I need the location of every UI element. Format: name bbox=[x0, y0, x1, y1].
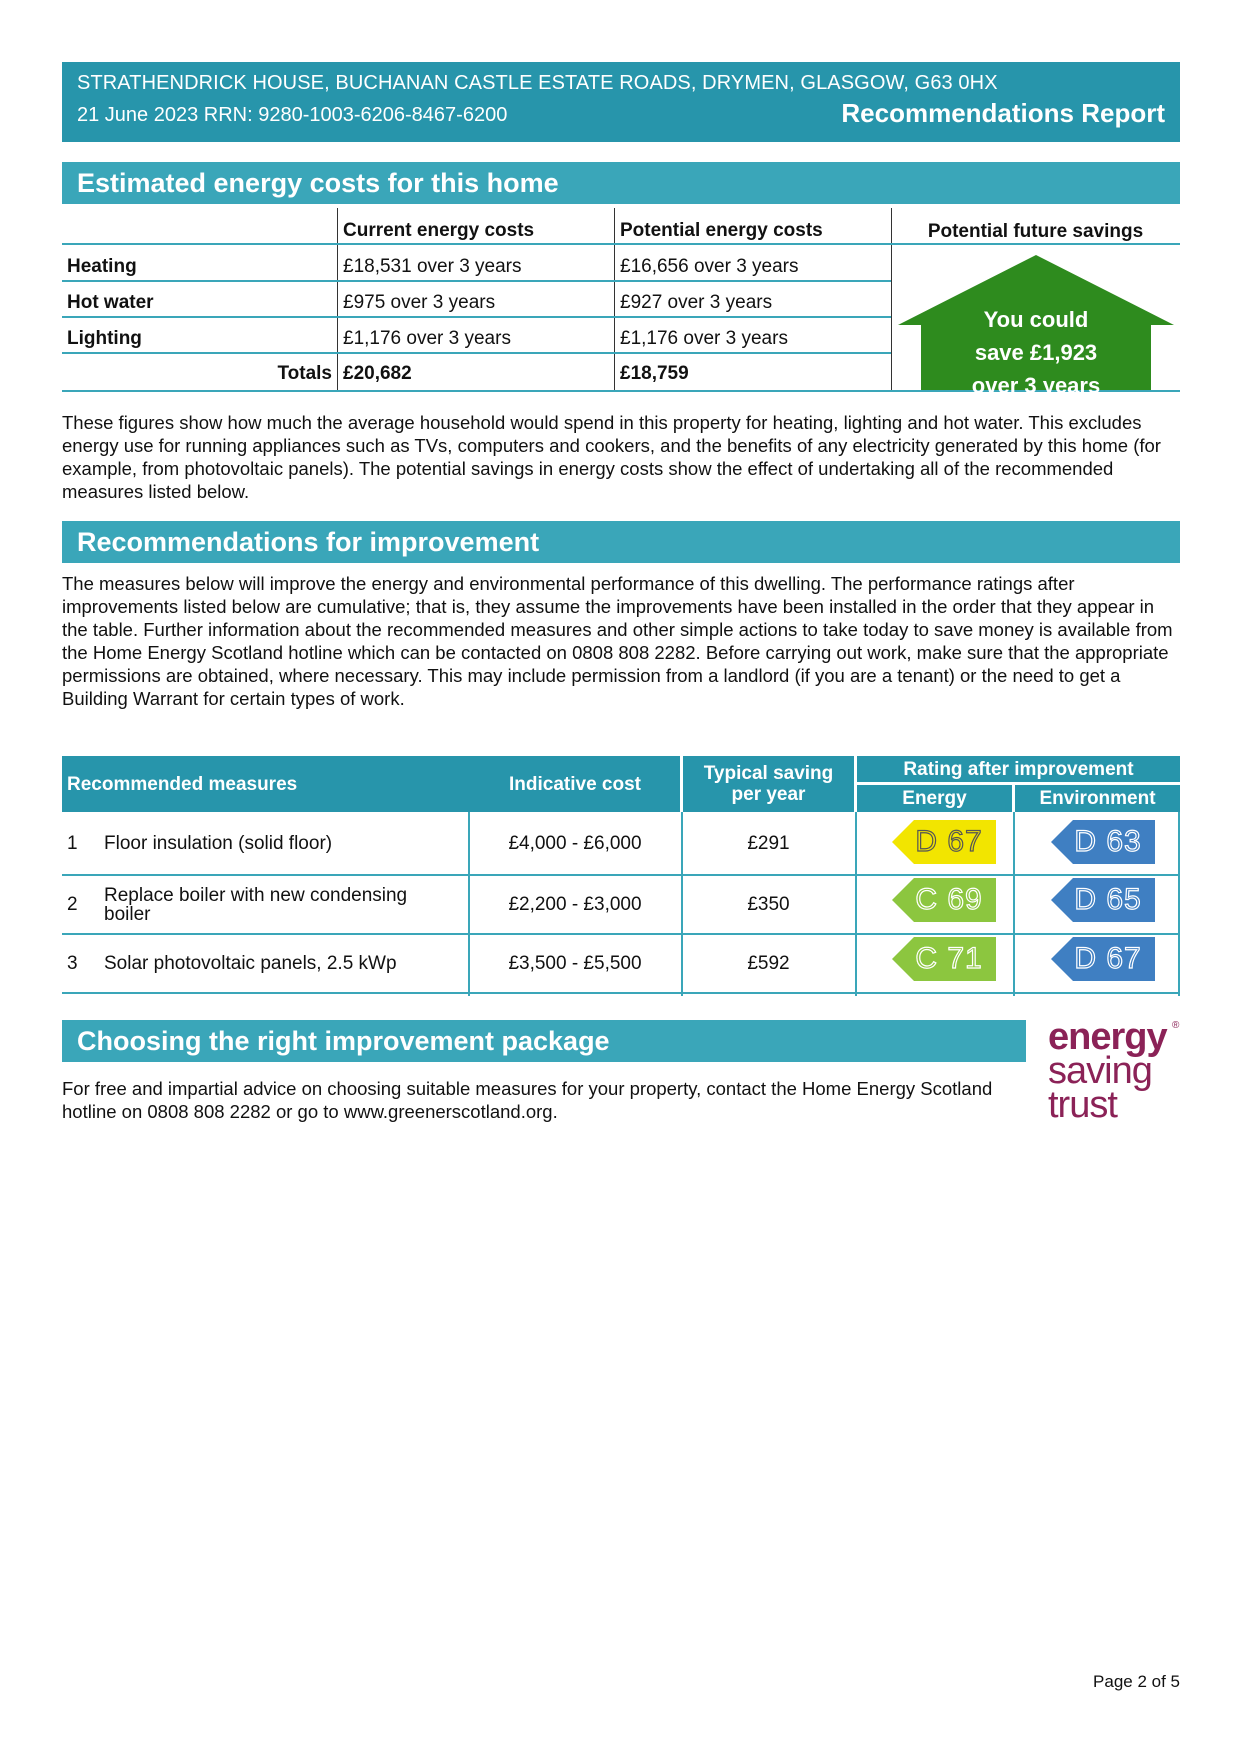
col-indicative-cost: Indicative cost bbox=[470, 756, 680, 812]
costs-explanation: These figures show how much the average household would spend in this property for heating, lighting and hot water. This excludes energy use for running appliances such as TVs, computers and cookers, and the benefits of any electricity generated by this home (for example, from photovoltaic panels). The potential savings in energy costs show the effect of undertaking all of the recommended measures listed below. bbox=[62, 412, 1161, 502]
energy-rating-value: C 69 bbox=[915, 883, 983, 916]
row-label-lighting: Lighting bbox=[67, 328, 142, 349]
environment-rating-value: D 67 bbox=[1074, 942, 1142, 975]
savings-line-3: over 3 years bbox=[971, 373, 1101, 398]
section-heading-energy-costs: Estimated energy costs for this home bbox=[62, 162, 1180, 204]
col-environment: Environment bbox=[1015, 785, 1180, 812]
table-divider bbox=[337, 208, 338, 392]
table-divider bbox=[1178, 812, 1180, 996]
savings-line-2: save £1,923 bbox=[974, 340, 1098, 365]
measure-saving: £592 bbox=[747, 952, 790, 974]
col-rating-after: Rating after improvement bbox=[857, 756, 1180, 782]
measure-cost: £3,500 - £5,500 bbox=[508, 952, 642, 974]
measure-name: Solar photovoltaic panels, 2.5 kWp bbox=[104, 952, 397, 974]
table-rule bbox=[62, 243, 1180, 245]
col-potential-costs: Potential energy costs bbox=[620, 220, 823, 241]
energy-rating-badge bbox=[892, 937, 996, 981]
environment-rating-badge bbox=[1051, 820, 1155, 864]
logo-text-energy: energy bbox=[1048, 1016, 1167, 1058]
table-divider bbox=[614, 208, 615, 392]
environment-rating-value: D 63 bbox=[1074, 825, 1142, 858]
hot-water-potential: £927 over 3 years bbox=[620, 292, 773, 313]
recommendations-table bbox=[62, 756, 1180, 996]
col-typical-saving: Typical saving per year bbox=[683, 756, 854, 812]
col-energy: Energy bbox=[857, 785, 1012, 812]
report-header bbox=[62, 62, 1180, 142]
col-current-costs: Current energy costs bbox=[343, 220, 535, 241]
recommendations-intro: The measures below will improve the energy and environmental performance of this dwelling. The performance ratings after improvements listed below are cumulative; that is, they assume the improvements have been installed in the order that they appear in the table. Further information about the recommended measures and other simple actions to take today to save money is available from the Home Energy Scotland hotline which can be contacted on 0808 808 2282. Before carrying out work, make sure that the appropriate permissions are obtained, where necessary. This may include permission from a landlord (if you are a tenant) or the need to get a Building Warrant for certain types of work. bbox=[62, 573, 1173, 709]
date-rrn: 21 June 2023 RRN: 9280-1003-6206-8467-6200 bbox=[77, 104, 508, 126]
property-address: STRATHENDRICK HOUSE, BUCHANAN CASTLE ESTATE ROADS, DRYMEN, GLASGOW, G63 0HX bbox=[77, 72, 998, 94]
measure-cost: £2,200 - £3,000 bbox=[508, 893, 642, 915]
heating-potential: £16,656 over 3 years bbox=[620, 256, 799, 277]
logo-text-trust: trust bbox=[1048, 1084, 1117, 1126]
page-number: Page 2 of 5 bbox=[1093, 1672, 1180, 1691]
measure-saving: £291 bbox=[747, 833, 790, 854]
col-recommended-measures: Recommended measures bbox=[62, 756, 472, 812]
hot-water-current: £975 over 3 years bbox=[343, 292, 496, 313]
col-future-savings: Potential future savings bbox=[927, 221, 1144, 242]
table-rule bbox=[62, 352, 891, 354]
environment-rating-badge bbox=[1051, 878, 1155, 922]
report-title: Recommendations Report bbox=[841, 98, 1165, 128]
energy-rating-value: C 71 bbox=[915, 942, 983, 975]
row-label-heating: Heating bbox=[67, 256, 137, 277]
energy-costs-table bbox=[62, 208, 1180, 398]
table-rule bbox=[62, 992, 1180, 994]
row-label-hot-water: Hot water bbox=[67, 292, 154, 313]
table-divider bbox=[855, 812, 857, 996]
package-advice: For free and impartial advice on choosing suitable measures for your property, contact the Home Energy Scotland hotline on 0808 808 2282 or go to www.greenerscotland.org. bbox=[62, 1078, 993, 1122]
lighting-potential: £1,176 over 3 years bbox=[620, 328, 788, 349]
savings-house-graphic bbox=[898, 255, 1174, 398]
measure-name: Replace boiler with new condensing boiler bbox=[104, 884, 408, 925]
measure-name: Floor insulation (solid floor) bbox=[104, 833, 333, 854]
environment-rating-value: D 65 bbox=[1074, 883, 1142, 916]
section-heading-recommendations: Recommendations for improvement bbox=[62, 521, 1180, 563]
environment-rating-badge bbox=[1051, 937, 1155, 981]
energy-rating-badge bbox=[892, 878, 996, 922]
measure-number: 2 bbox=[67, 893, 78, 915]
table-rule bbox=[62, 280, 891, 282]
section-heading-package: Choosing the right improvement package bbox=[62, 1020, 1026, 1062]
savings-line-1: You could bbox=[983, 307, 1089, 332]
total-potential: £18,759 bbox=[620, 363, 689, 384]
lighting-current: £1,176 over 3 years bbox=[343, 328, 511, 349]
measure-cost: £4,000 - £6,000 bbox=[508, 833, 642, 854]
table-divider bbox=[1013, 812, 1015, 996]
energy-rating-badge bbox=[892, 820, 996, 864]
measure-saving: £350 bbox=[747, 893, 790, 915]
table-rule bbox=[62, 316, 891, 318]
total-current: £20,682 bbox=[343, 363, 412, 384]
totals-label: Totals bbox=[277, 363, 332, 384]
energy-saving-trust-logo bbox=[1048, 1018, 1188, 1128]
logo-text-saving: saving bbox=[1048, 1050, 1152, 1092]
measure-number: 3 bbox=[67, 952, 78, 974]
registered-mark: ® bbox=[1172, 1020, 1180, 1031]
heating-current: £18,531 over 3 years bbox=[343, 256, 522, 277]
measure-number: 1 bbox=[67, 833, 78, 854]
energy-rating-value: D 67 bbox=[915, 825, 983, 858]
